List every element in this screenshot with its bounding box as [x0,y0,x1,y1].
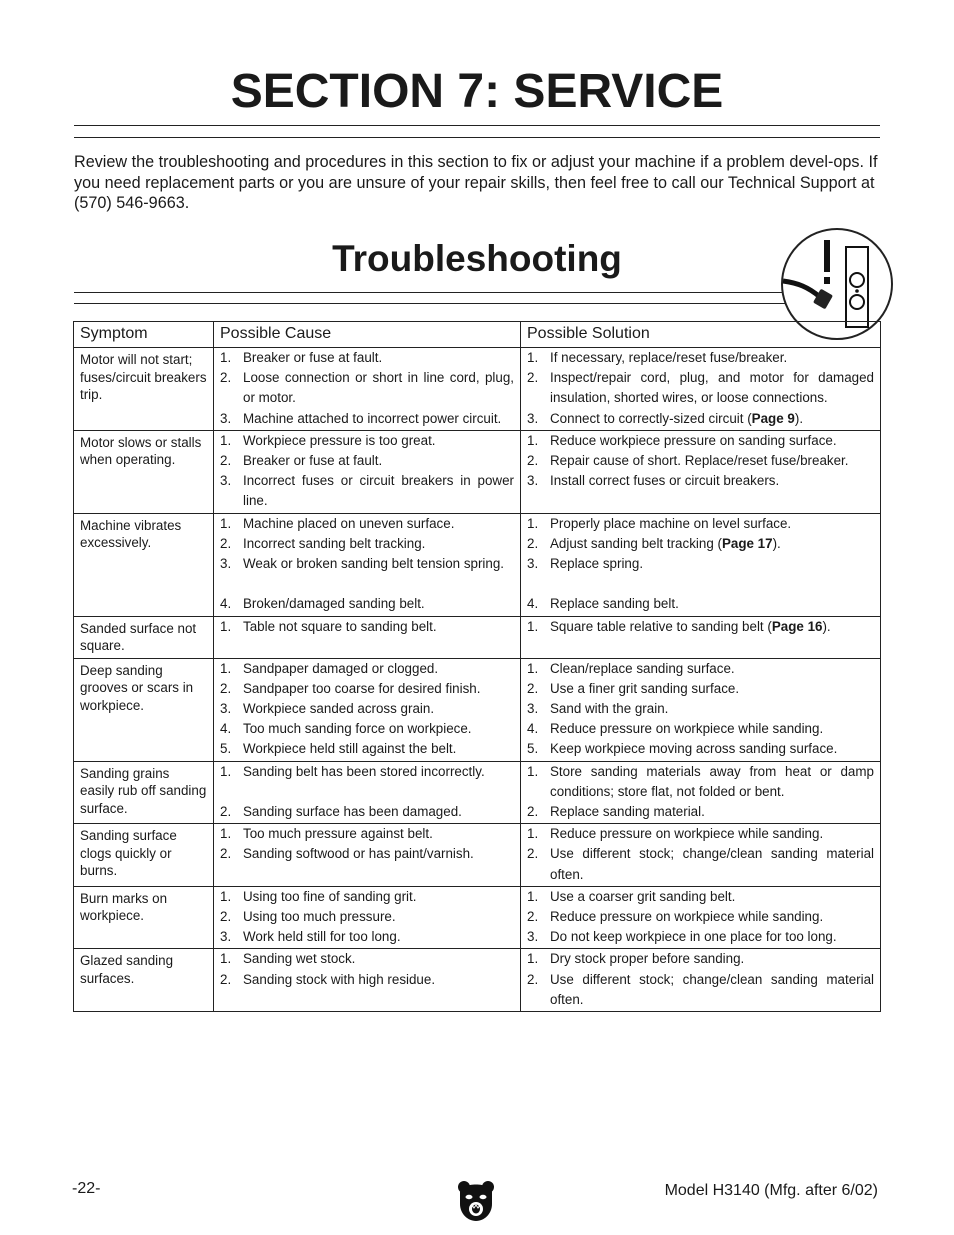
cause-list [220,659,514,760]
heading-rule-bottom [74,303,786,304]
cause-item [220,534,514,554]
item-number: 1. [220,826,232,842]
item-number: 2. [527,453,539,469]
solution-text: Use a coarser grit sanding belt. [550,888,736,904]
item-number: 2. [220,846,232,862]
cause-cell [214,430,521,513]
cause-item [220,762,514,782]
cause-list [220,762,514,823]
item-number: 1. [527,350,539,365]
solution-item [527,824,874,844]
cause-text: Using too much pressure. [243,909,396,925]
solution-item [527,409,874,429]
table-row [74,430,881,513]
item-number: 1. [527,515,539,531]
solution-cell [521,658,881,761]
item-number: 1. [220,660,232,676]
item-number: 1. [527,432,539,448]
list-spacer [527,574,874,594]
solution-item [527,844,874,884]
item-number: 2. [527,370,539,386]
solution-text: Install correct fuses or circuit breakers. [550,473,780,489]
symptom-cell: Glazed sanding surfaces. [74,949,214,1012]
table-row [74,824,881,887]
item-number: 3. [220,410,232,426]
cause-list [220,949,514,989]
symptom-cell: Burn marks on workpiece. [74,886,214,949]
cause-text: Too much pressure against belt. [243,826,433,842]
cause-item [220,887,514,907]
cause-text: Breaker or fuse at fault. [243,453,383,469]
solution-text: Inspect/repair cord, plug, and motor for damaged insulation, shorted wires, or loose connections. [550,370,874,406]
solution-text: Reduce pressure on workpiece while sanding. [550,721,824,737]
solution-item [527,762,874,802]
solution-text: Replace sanding material. [550,804,705,820]
solution-cell [521,886,881,949]
solution-text: Sand with the grain. [550,701,669,717]
item-number: 2. [527,846,539,862]
solution-item [527,594,874,614]
cause-text: Sanding surface has been damaged. [243,804,462,820]
item-number: 2. [220,804,232,820]
cause-list [220,824,514,864]
cause-text: Using too fine of sanding grit. [243,888,417,904]
cause-text: Incorrect fuses or circuit breakers in power line. [243,473,514,509]
table-header-row [74,322,881,348]
item-number: 3. [527,929,539,945]
cause-item [220,802,514,822]
solution-text: Clean/replace sanding surface. [550,660,735,676]
title-rule-bottom [74,137,880,138]
item-number: 3. [527,701,539,717]
item-number: 2. [220,370,232,386]
solution-list [527,617,874,637]
cause-item [220,844,514,864]
solution-item [527,368,874,408]
solution-cell [521,616,881,658]
table-row [74,949,881,1012]
item-number: 1. [220,515,232,531]
cause-text: Too much sanding force on workpiece. [243,721,472,737]
cause-text: Broken/damaged sanding belt. [243,596,425,612]
cause-item [220,927,514,947]
cause-item [220,659,514,679]
troubleshooting-heading: Troubleshooting [332,238,622,279]
item-number: 1. [527,888,539,904]
page-number: -22- [72,1180,101,1197]
cause-cell [214,616,521,658]
cause-text: Sanding softwood or has paint/varnish. [243,846,474,862]
solution-item [527,431,874,451]
solution-item [527,949,874,969]
item-number: 3. [220,929,232,945]
table-row [74,658,881,761]
cause-item [220,617,514,637]
cause-item [220,679,514,699]
symptom-cell: Motor slows or stalls when operating. [74,430,214,513]
item-number: 1. [527,826,539,842]
item-number: 2. [527,535,539,551]
item-number: 3. [527,473,539,489]
cause-cell [214,348,521,431]
table-body [74,348,881,1012]
cause-item [220,594,514,614]
solution-item [527,970,874,1010]
cause-text: Work held still for too long. [243,929,401,945]
item-number: 1. [220,432,232,448]
cause-text: Sandpaper damaged or clogged. [243,660,439,676]
item-number: 5. [527,741,539,757]
symptom-cell: Sanding surface clogs quickly or burns. [74,824,214,887]
solution-text: Square table relative to sanding belt (Page 16). [550,618,831,634]
model-label: Model H3140 (Mfg. after 6/02) [664,1182,878,1199]
solution-text: Adjust sanding belt tracking (Page 17). [550,535,781,551]
cause-list [220,431,514,512]
item-number: 2. [527,804,539,820]
solution-item [527,659,874,679]
cause-text: Workpiece sanded across grain. [243,701,435,717]
cause-item [220,409,514,429]
solution-item [527,802,874,822]
solution-text: Dry stock proper before sanding. [550,951,745,967]
solution-text: Use different stock; change/clean sanding material often. [550,846,874,882]
cause-cell [214,513,521,616]
cause-text: Workpiece pressure is too great. [243,432,436,448]
troubleshooting-table [73,321,881,1012]
heading-rule-top [74,292,786,293]
cause-item [220,368,514,408]
cause-text: Machine placed on uneven surface. [243,515,455,531]
item-number: 2. [527,909,539,925]
solution-text: Keep workpiece moving across sanding surface. [550,741,838,757]
cause-text: Table not square to sanding belt. [243,618,437,634]
symptom-cell: Sanding grains easily rub off sanding surface. [74,761,214,824]
item-number: 1. [220,951,232,967]
solution-item [527,554,874,574]
solution-cell [521,824,881,887]
symptom-cell: Machine vibrates excessively. [74,513,214,616]
solution-text: Repair cause of short. Replace/reset fuse/breaker. [550,453,849,469]
table-row [74,761,881,824]
solution-text: If necessary, replace/reset fuse/breaker. [550,350,788,365]
cause-cell [214,886,521,949]
cause-text: Workpiece held still against the belt. [243,741,457,757]
symptom-cell: Sanded surface not square. [74,616,214,658]
solution-list [527,659,874,760]
cause-item [220,949,514,969]
item-number: 4. [220,721,232,737]
cause-item [220,471,514,511]
cause-text: Machine attached to incorrect power circuit. [243,410,502,426]
item-number: 2. [527,971,539,987]
item-number: 3. [220,556,232,572]
cause-item [220,451,514,471]
solution-list [527,514,874,615]
solution-item [527,348,874,368]
item-number: 2. [527,680,539,696]
cause-item [220,719,514,739]
solution-list [527,887,874,948]
solution-cell [521,348,881,431]
item-number: 3. [527,556,539,572]
cause-item [220,970,514,990]
header-cause: Possible Cause [214,322,521,348]
symptom-cell: Deep sanding grooves or scars in workpiece. [74,658,214,761]
cause-cell [214,658,521,761]
table-row [74,513,881,616]
item-number: 5. [220,741,232,757]
item-number: 4. [220,596,232,612]
solution-cell [521,513,881,616]
solution-item [527,927,874,947]
cause-list [220,514,514,615]
solution-list [527,824,874,885]
header-symptom: Symptom [74,322,214,348]
cause-item [220,348,514,368]
solution-text: Replace sanding belt. [550,596,679,612]
solution-text: Reduce workpiece pressure on sanding surface. [550,432,837,448]
solution-item [527,471,874,491]
item-number: 2. [220,909,232,925]
solution-item [527,739,874,759]
title-rule-top [74,125,880,126]
solution-list [527,949,874,1010]
cause-text: Weak or broken sanding belt tension spring. [243,556,505,572]
item-number: 1. [220,763,232,779]
cause-item [220,907,514,927]
cause-text: Sanding wet stock. [243,951,356,967]
solution-text: Use a finer grit sanding surface. [550,680,740,696]
cause-list [220,617,514,637]
item-number: 2. [220,971,232,987]
solution-list [527,348,874,429]
table-row [74,348,881,431]
item-number: 4. [527,721,539,737]
item-number: 1. [220,618,232,634]
intro-paragraph: Review the troubleshooting and procedures in this section to fix or adjust your machine if a problem devel-ops. If you need replacement parts or you are unsure of your repair skills, then feel free to call our Technical Support at (570) 546-9663. [74,153,878,212]
cause-item [220,554,514,574]
solution-text: Use different stock; change/clean sanding material often. [550,971,874,1007]
solution-item [527,907,874,927]
item-number: 3. [220,473,232,489]
cause-cell [214,824,521,887]
item-number: 1. [527,660,539,676]
cause-item [220,739,514,759]
cause-text: Sanding belt has been stored incorrectly. [243,763,485,779]
solution-text: Reduce pressure on workpiece while sanding. [550,826,824,842]
cause-text: Sandpaper too coarse for desired finish. [243,680,481,696]
table-row [74,616,881,658]
item-number: 2. [220,535,232,551]
solution-text: Connect to correctly-sized circuit (Page 9). [550,410,804,426]
solution-text: Do not keep workpiece in one place for too long. [550,929,837,945]
item-number: 1. [527,951,539,967]
solution-item [527,617,874,637]
cause-text: Loose connection or short in line cord, plug, or motor. [243,370,514,406]
cause-cell [214,761,521,824]
cause-item [220,514,514,534]
cause-item [220,824,514,844]
cause-text: Incorrect sanding belt tracking. [243,535,426,551]
item-number: 1. [220,888,232,904]
solution-list [527,762,874,823]
solution-cell [521,761,881,824]
solution-cell [521,949,881,1012]
list-spacer [220,782,514,802]
item-number: 2. [220,453,232,469]
cause-text: Breaker or fuse at fault. [243,350,383,365]
solution-text: Store sanding materials away from heat or damp conditions; store flat, not folded or bent. [550,763,874,799]
table-row [74,886,881,949]
list-spacer [220,574,514,594]
cause-list [220,887,514,948]
solution-item [527,887,874,907]
solution-item [527,534,874,554]
cause-item [220,431,514,451]
solution-text: Reduce pressure on workpiece while sanding. [550,909,824,925]
solution-item [527,451,874,471]
item-number: 3. [527,410,539,426]
item-number: 1. [220,350,232,365]
solution-text: Replace spring. [550,556,644,572]
solution-item [527,514,874,534]
solution-item [527,699,874,719]
bear-logo-icon [456,1178,496,1222]
item-number: 4. [527,596,539,612]
section-title: SECTION 7: SERVICE [230,65,724,118]
solution-list [527,431,874,492]
header-solution: Possible Solution [521,322,881,348]
solution-item [527,679,874,699]
item-number: 2. [220,680,232,696]
cause-cell [214,949,521,1012]
item-number: 3. [220,701,232,717]
solution-cell [521,430,881,513]
solution-item [527,719,874,739]
solution-text: Properly place machine on level surface. [550,515,792,531]
symptom-cell: Motor will not start; fuses/circuit breakers trip. [74,348,214,431]
cause-text: Sanding stock with high residue. [243,971,436,987]
cause-list [220,348,514,429]
item-number: 1. [527,763,539,779]
item-number: 1. [527,618,539,634]
cause-item [220,699,514,719]
